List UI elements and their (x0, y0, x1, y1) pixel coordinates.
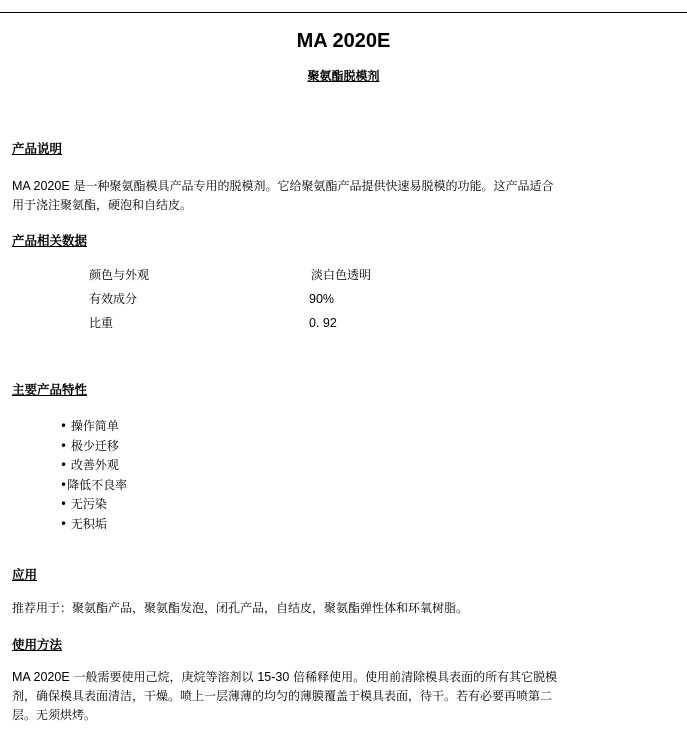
usage-heading: 使用方法 (12, 637, 63, 652)
description-paragraph (12, 177, 680, 215)
list-item: • 极少迁移 (60, 438, 119, 453)
top-rule (0, 12, 687, 13)
spec-value: 0. 92 (309, 316, 337, 330)
description-line2: 用于浇注聚氨酯，硬泡和自结皮。 (12, 198, 193, 212)
list-item: •降低不良率 (60, 477, 128, 492)
list-item: • 改善外观 (60, 458, 119, 472)
usage-line1-a: 一般需要使用己烷，庚烷等溶剂以 (69, 670, 258, 684)
usage-line3: 层。无须烘烤。 (12, 708, 97, 722)
list-item: • 无污染 (60, 497, 107, 511)
product-code: MA 2020E (12, 179, 70, 193)
spec-label: 比重 (89, 316, 114, 330)
description-heading: 产品说明 (12, 141, 63, 156)
usage-line2: 剂，确保模具表面清洁，干燥。喷上一层薄薄的均匀的薄膜覆盖于模具表面，待干。若有必要再喷第二 (12, 689, 553, 703)
usage-paragraph (12, 668, 680, 725)
specs-heading: 产品相关数据 (12, 233, 88, 248)
list-item: • 无积垢 (60, 516, 107, 531)
document-title: MA 2020E (296, 30, 391, 53)
document-subtitle: 聚氨酯脱模剂 (307, 69, 380, 83)
spec-label: 颜色与外观 (89, 268, 150, 282)
description-line1: 是一种聚氨酯模具产品专用的脱模剂。它给聚氨酯产品提供快速易脱模的功能。这产品适合 (69, 179, 554, 193)
product-code: MA 2020E (12, 670, 70, 684)
dilution-ratio: 15-30 (257, 670, 290, 684)
spec-value: 淡白色透明 (311, 268, 372, 282)
list-item: • 操作简单 (60, 419, 119, 433)
application-heading: 应用 (12, 567, 38, 582)
spec-label: 有效成分 (89, 292, 138, 306)
usage-line1-b: 倍稀释使用。使用前清除模具表面的所有其它脱模 (289, 670, 558, 684)
application-paragraph: 推荐用于：聚氨酯产品，聚氨酯发泡，闭孔产品，自结皮，聚氨酯弹性体和环氧树脂。 (12, 601, 469, 615)
features-heading: 主要产品特性 (12, 382, 88, 397)
features-list (60, 417, 127, 534)
spec-value: 90% (309, 292, 335, 306)
